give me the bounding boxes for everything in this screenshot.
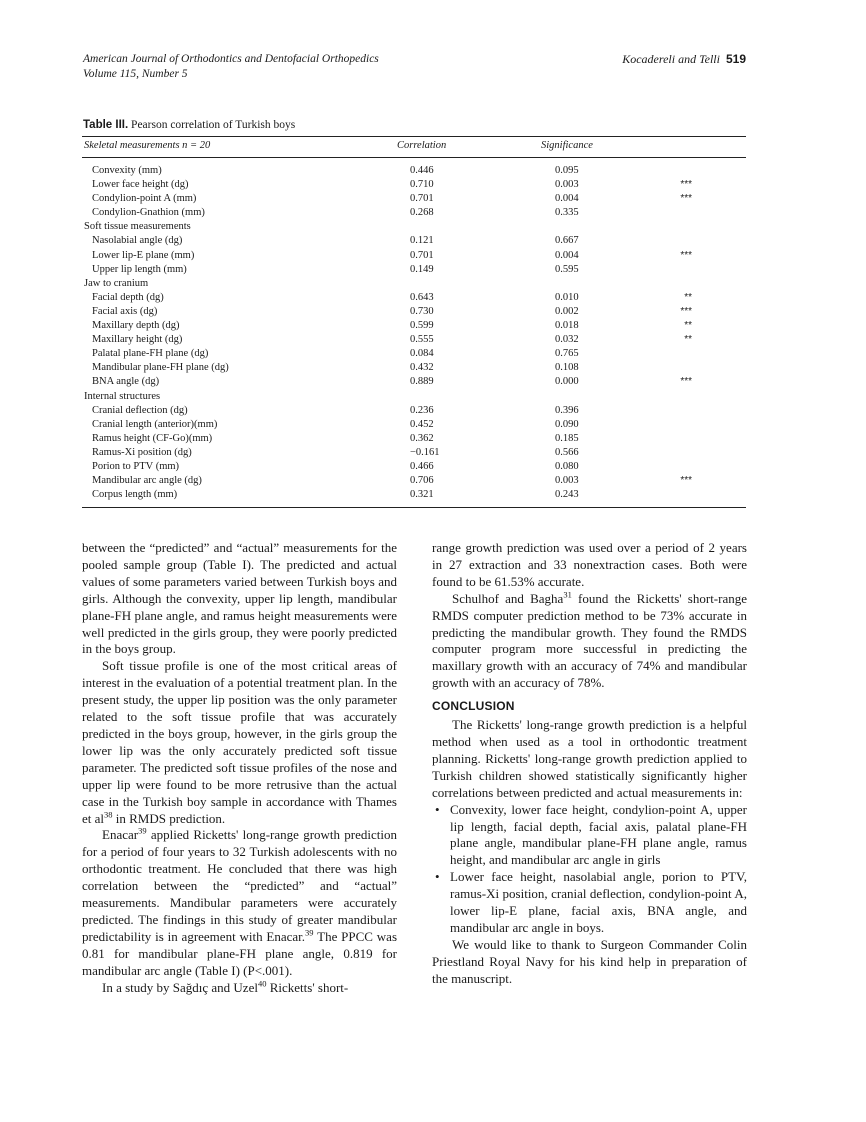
authors: Kocadereli and Telli [622,52,720,66]
measurement-label: BNA angle (dg) [92,376,160,388]
significance-value: 0.595 [555,263,579,275]
table-title: Pearson correlation of Turkish boys [131,119,296,131]
measurement-label: Nasolabial angle (dg) [92,235,183,247]
significance-stars: ** [684,320,692,332]
table-row [82,263,746,277]
table-row [82,404,746,418]
paragraph: In a study by Sağdıç and Uzel$^{40}$ Ricketts' short- [102,978,349,995]
column-header-significance: Significance [541,140,593,151]
paragraph: Schulhof and Bagha$^{31}$ found the Ricketts' short-range RMDS computer prediction method to be 73% accurate in predicting the mandibular growth. They found the RMDS computer program more successful in predicting the maxillary growth with an accuracy of 74% and mandibular growth with an accuracy of 78%. [432,589,747,691]
correlation-value: 0.149 [410,263,434,275]
list-item: • Lower face height, nasolabial angle, porion to PTV, ramus-Xi position, cranial deflection, condylion-point A, lower lip-E plane, facial axis, BNA angle, and mandibular arc angle in boys. [432,869,747,937]
table-label: Table III. [83,119,129,131]
significance-value: 0.765 [555,348,579,360]
measurement-label: Facial depth (dg) [92,291,164,303]
correlation-value: 0.236 [410,404,434,416]
correlation-value: 0.084 [410,348,434,360]
table-section-row [82,277,746,291]
table-row [82,432,746,446]
correlation-value: 0.710 [410,179,434,191]
significance-value: 0.243 [555,489,579,501]
section-label: Internal structures [84,390,161,402]
table-header-rule [82,157,746,158]
correlation-value: 0.121 [410,235,434,247]
significance-value: 0.080 [555,460,579,472]
right-text-column [432,540,747,988]
section-label: Jaw to cranium [84,277,149,289]
significance-stars: ** [684,334,692,346]
correlation-value: 0.321 [410,489,434,501]
paragraph: Soft tissue profile is one of the most critical areas of interest in the evaluation of a potential treatment plan. In the present study, the upper lip position was the only parameter related to the soft tissue profile that was accurately predicted in the boys group, however, in the girls group the lower lip was the only accurately predicted soft tissue parameter. The predicted soft tissue profiles of the nose and upper lip were found to be more retrusive than the actual case in the Turkish boy sample in accordance with Thames et $al^{38}$ in RMDS prediction. [82,658,397,826]
significance-value: 0.004 [555,249,579,261]
correlation-value: −0.161 [410,446,440,458]
table-row [82,488,746,502]
measurement-label: Mandibular plane-FH plane (dg) [92,362,229,374]
significance-value: 0.004 [555,193,579,205]
measurement-label: Palatal plane-FH plane (dg) [92,348,209,360]
table-body [82,164,746,502]
measurement-label: Upper lip length (mm) [92,263,187,275]
correlation-value: 0.466 [410,460,434,472]
citation-ref: 31 [563,589,572,600]
correlation-value: 0.555 [410,334,434,346]
table-bottom-rule [82,507,746,508]
correlation-value: 0.268 [410,207,434,219]
running-header-right [622,52,746,67]
measurement-label: Convexity (mm) [92,165,162,176]
measurement-label: Condylion-point A (mm) [92,193,197,205]
measurement-label: Corpus length (mm) [92,489,178,501]
table-row [82,206,746,220]
correlation-value: 0.446 [410,165,434,176]
measurement-label: Cranial deflection (dg) [92,404,188,416]
citation-ref: 39 [138,826,147,837]
table-row [82,418,746,432]
table-row [82,178,746,192]
journal-volume: Volume 115, Number 5 [83,68,188,80]
significance-value: 0.566 [555,446,579,458]
correlation-value: 0.452 [410,418,434,430]
table-row [82,460,746,474]
measurement-label: Facial axis (dg) [92,305,158,317]
page-number: 519 [725,52,746,66]
column-header-correlation: Correlation [397,140,447,151]
measurement-label: Condylion-Gnathion (mm) [92,207,205,219]
significance-value: 0.095 [555,165,579,176]
correlation-value: 0.432 [410,362,434,374]
significance-value: 0.335 [555,207,579,219]
journal-title: American Journal of Orthodontics and Dentofacial Orthopedics [83,53,379,65]
significance-value: 0.018 [555,320,579,332]
table-row [82,164,746,178]
table-row [82,474,746,488]
significance-stars: *** [680,305,692,317]
correlation-value: 0.701 [410,193,434,205]
measurement-label: Maxillary depth (dg) [92,320,180,332]
correlation-value: 0.889 [410,376,434,388]
table-row [82,249,746,263]
correlation-value: 0.701 [410,249,434,261]
measurement-label: Lower lip-E plane (mm) [92,249,195,261]
significance-value: 0.000 [555,376,579,388]
table-top-rule [82,136,746,137]
significance-value: 0.002 [555,305,579,317]
table-row [82,319,746,333]
significance-value: 0.108 [555,362,579,374]
measurement-label: Maxillary height (dg) [92,334,183,346]
significance-value: 0.003 [555,475,579,487]
significance-stars: *** [680,376,692,388]
significance-stars: ** [684,291,692,303]
table-row [82,291,746,305]
significance-value: 0.090 [555,418,579,430]
table-row [82,446,746,460]
correlation-value: 0.706 [410,475,434,487]
table-row [82,333,746,347]
table-row [82,375,746,389]
paragraph: Enacar$^{39}$ applied Ricketts' long-range growth prediction for a period of four years to 32 Turkish adolescents with no orthodontic treatment. He concluded that there was high correlation between the “predicted” and “actual” measurements. Mandibular parameters were accurately predicted. The findings in this study of greater mandibular predictability is in agreement with Enacar.$^{39}$ The PPCC was 0.81 for mandibular plane-FH plane angle, 0.819 for mandibular arc angle (Table I) (P<.001). [82,826,397,978]
significance-value: 0.185 [555,432,579,444]
list-item: • Convexity, lower face height, condylion-point A, upper lip length, facial depth, facial axis, palatal plane-FH plane angle, mandibular plane-FH plane angle, ramus height, and mandibular arc angle in girls [432,802,747,870]
significance-value: 0.003 [555,179,579,191]
significance-value: 0.032 [555,334,579,346]
table-section-row [82,390,746,404]
measurement-label: Ramus height (CF-Go)(mm) [92,432,213,444]
column-header-measurements: Skeletal measurements n = 20 [84,140,211,151]
left-text-column [82,540,397,996]
acknowledgement: We would like to thank to Surgeon Commander Colin Priestland Royal Navy for his kind help in preparation of the manuscript. [432,936,747,986]
table-row [82,192,746,206]
section-heading-conclusion: CONCLUSION [432,699,515,714]
significance-value: 0.667 [555,235,579,247]
table-section-row [82,220,746,234]
table-row [82,234,746,248]
citation-ref: 40 [257,978,267,989]
running-header-left [83,52,379,82]
table-row [82,347,746,361]
measurement-label: Cranial length (anterior)(mm) [92,418,218,430]
correlation-value: 0.730 [410,305,434,317]
citation-ref: 39 [305,927,314,938]
citation-ref: 38 [104,809,113,820]
table-row [82,305,746,319]
section-label: Soft tissue measurements [84,221,191,233]
correlation-value: 0.362 [410,432,434,444]
table-row [82,361,746,375]
correlation-value: 0.599 [410,320,434,332]
significance-value: 0.010 [555,291,579,303]
significance-value: 0.396 [555,404,579,416]
measurement-label: Ramus-Xi position (dg) [92,446,192,458]
conclusion-list [432,802,747,937]
measurement-label: Lower face height (dg) [92,179,189,191]
significance-stars: *** [680,249,692,261]
table-caption [83,119,295,131]
significance-stars: *** [680,475,692,487]
paragraph: between the “predicted” and “actual” measurements for the pooled sample group (Table I). The predicted and actual values of some parameters varied between Turkish boys and girls. Although the convexity, upper lip length, mandibular plane-FH plane angle, and ramus height measurements were well predicted in the girls group, they were poorly predicted in the boys group. [82,540,397,657]
correlation-value: 0.643 [410,291,434,303]
measurement-label: Mandibular arc angle (dg) [92,475,202,487]
measurement-label: Porion to PTV (mm) [92,460,180,472]
significance-stars: *** [680,179,692,191]
significance-stars: *** [680,193,692,205]
paragraph: range growth prediction was used over a period of 2 years in 27 extraction and 33 nonextraction cases. Both were found to be 61.53% accurate. [432,540,747,589]
paragraph: The Ricketts' long-range growth prediction is a helpful method when used as a tool in orthodontic treatment planning. Ricketts' long-range growth prediction applied to Turkish children showed statistically significantly higher correlations between predicted and actual measurements in: [432,717,747,800]
